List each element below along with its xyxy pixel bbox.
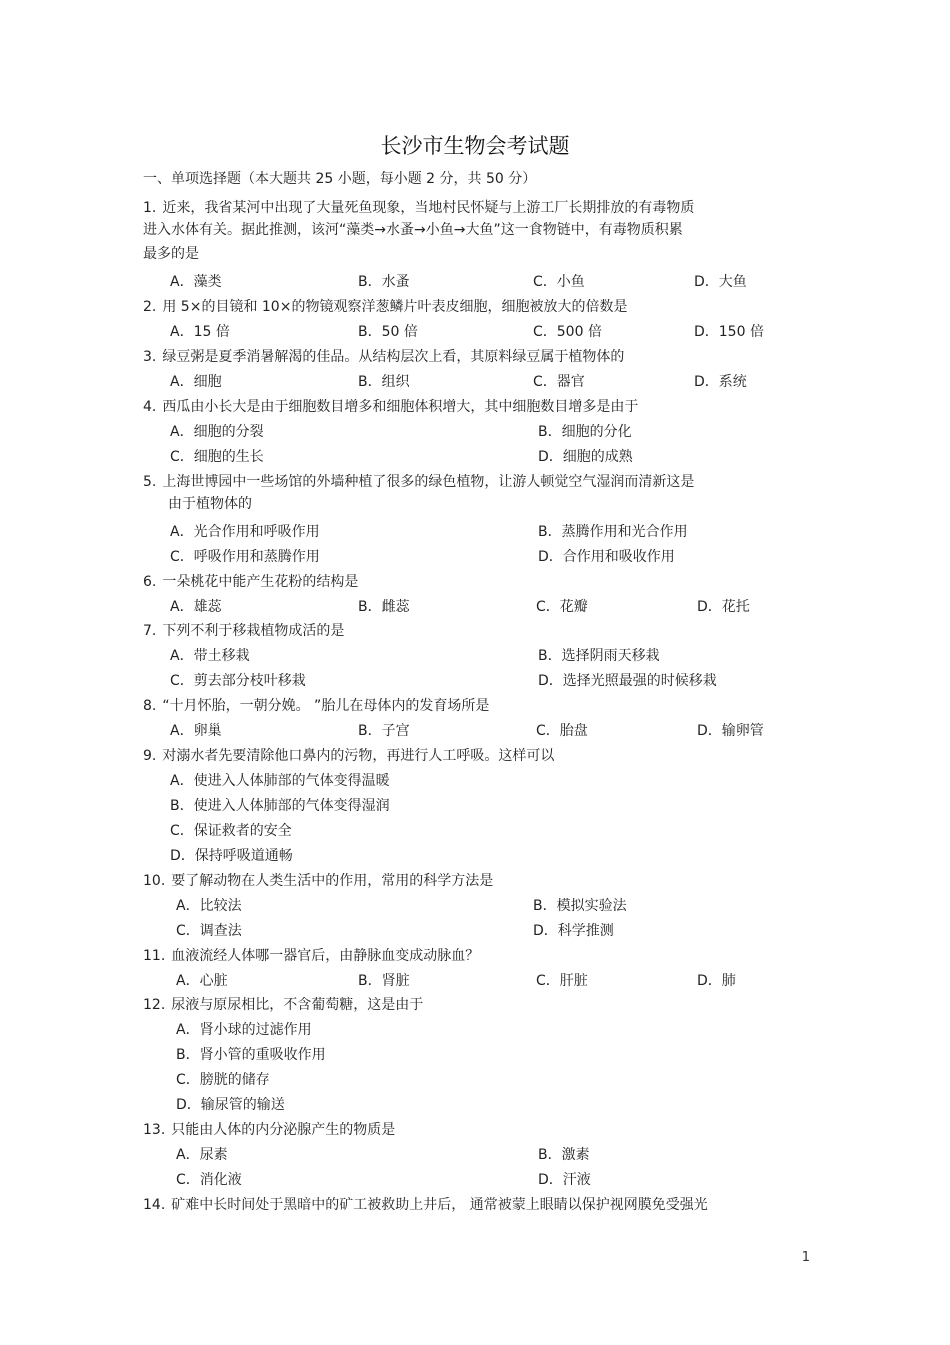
question-number: 13. bbox=[143, 1122, 166, 1138]
question-number: 3. bbox=[143, 349, 157, 365]
option-a: A．雄蕊 bbox=[170, 599, 222, 615]
question-text: 血液流经人体哪一器官后，由静脉血变成动脉血？ bbox=[171, 948, 480, 964]
question-12 bbox=[143, 993, 423, 1017]
question-text: 矿难中长时间处于黑暗中的矿工被救助上井后， 通常被蒙上眼睛以保护视网膜免受强光 bbox=[171, 1197, 708, 1213]
section-heading: 一、单项选择题（本大题共 25 小题，每小题 2 分，共 50 分） bbox=[143, 171, 537, 187]
question-text: 对溺水者先要清除他口鼻内的污物，再进行人工呼吸。这样可以 bbox=[162, 748, 555, 764]
question-7 bbox=[143, 619, 344, 643]
option-b: B．组织 bbox=[358, 374, 410, 390]
question-text: “十月怀胎，一朝分娩。 ”胎儿在母体内的发育场所是 bbox=[162, 698, 490, 714]
question-number: 9. bbox=[143, 748, 157, 764]
option-d: D．大鱼 bbox=[694, 274, 747, 290]
question-5-line-2: 由于植物体的 bbox=[168, 496, 252, 512]
question-text: 西瓜由小长大是由于细胞数目增多和细胞体积增大，其中细胞数目增多是由于 bbox=[162, 399, 639, 415]
question-text: 近来，我省某河中出现了大量死鱼现象，当地村民怀疑与上游工厂长期排放的有毒物质 bbox=[162, 200, 695, 216]
question-6 bbox=[143, 570, 358, 594]
question-text: 一朵桃花中能产生花粉的结构是 bbox=[162, 574, 359, 590]
option-d: D．系统 bbox=[694, 374, 747, 390]
question-13 bbox=[143, 1118, 395, 1142]
option-a: A．带土移栽 bbox=[170, 648, 250, 664]
question-5 bbox=[143, 470, 694, 494]
option-a: A．细胞的分裂 bbox=[170, 424, 264, 440]
question-text: 只能由人体的内分泌腺产生的物质是 bbox=[171, 1122, 396, 1138]
question-2 bbox=[143, 295, 627, 319]
page-number: 1 bbox=[801, 1250, 810, 1265]
option-a: A．卵巢 bbox=[170, 723, 222, 739]
option-d: D．肺 bbox=[697, 973, 736, 989]
question-9 bbox=[143, 744, 554, 768]
option-c: C．剪去部分枝叶移栽 bbox=[170, 673, 306, 689]
question-10 bbox=[143, 869, 493, 893]
question-text: 上海世博园中一些场馆的外墙种植了很多的绿色植物，让游人顿觉空气湿润而清新这是 bbox=[162, 474, 695, 490]
question-text: 用 5×的目镜和 10×的物镜观察洋葱鳞片叶表皮细胞，细胞被放大的倍数是 bbox=[162, 299, 628, 315]
question-8 bbox=[143, 694, 489, 718]
option-d: D．汗液 bbox=[538, 1172, 591, 1188]
option-b: B．雌蕊 bbox=[358, 599, 410, 615]
option-a: A．15 倍 bbox=[170, 324, 230, 340]
question-number: 8. bbox=[143, 698, 157, 714]
option-c: C．器官 bbox=[533, 374, 585, 390]
question-number: 7. bbox=[143, 623, 157, 639]
question-14 bbox=[143, 1193, 708, 1217]
question-4 bbox=[143, 395, 638, 419]
question-number: 2. bbox=[143, 299, 157, 315]
question-number: 10. bbox=[143, 873, 166, 889]
option-b: B．水蚤 bbox=[358, 274, 410, 290]
option-a: A．比较法 bbox=[176, 898, 242, 914]
option-b: B．50 倍 bbox=[358, 324, 418, 340]
option-c: C．500 倍 bbox=[533, 324, 602, 340]
question-3 bbox=[143, 345, 624, 369]
option-d: D．科学推测 bbox=[533, 923, 614, 939]
option-a: A．细胞 bbox=[170, 374, 222, 390]
question-number: 1. bbox=[143, 200, 157, 216]
question-1-line-3: 最多的是 bbox=[143, 246, 199, 262]
option-b: B．使进入人体肺部的气体变得湿润 bbox=[170, 798, 390, 814]
option-a: A．心脏 bbox=[176, 973, 228, 989]
question-text: 下列不利于移栽植物成活的是 bbox=[162, 623, 345, 639]
question-number: 4. bbox=[143, 399, 157, 415]
question-1-line-2: 进入水体有关。据此推测，该河“藻类→水蚤→小鱼→大鱼”这一食物链中，有毒物质积累 bbox=[143, 222, 683, 238]
question-number: 5. bbox=[143, 474, 157, 490]
option-a: A．肾小球的过滤作用 bbox=[176, 1022, 312, 1038]
question-11 bbox=[143, 944, 479, 968]
option-c: C．小鱼 bbox=[533, 274, 585, 290]
option-c: C．呼吸作用和蒸腾作用 bbox=[170, 549, 320, 565]
option-c: C．花瓣 bbox=[536, 599, 588, 615]
question-text: 绿豆粥是夏季消暑解渴的佳品。从结构层次上看，其原料绿豆属于植物体的 bbox=[162, 349, 625, 365]
option-b: B．蒸腾作用和光合作用 bbox=[538, 524, 688, 540]
option-b: B．肾脏 bbox=[358, 973, 410, 989]
option-c: C．胎盘 bbox=[536, 723, 588, 739]
option-b: B．选择阴雨天移栽 bbox=[538, 648, 660, 664]
option-a: A．使进入人体肺部的气体变得温暖 bbox=[170, 773, 390, 789]
option-d: D．选择光照最强的时候移栽 bbox=[538, 673, 717, 689]
option-d: D．花托 bbox=[697, 599, 750, 615]
option-c: C．消化液 bbox=[176, 1172, 242, 1188]
option-a: A．尿素 bbox=[176, 1147, 228, 1163]
option-c: C．调查法 bbox=[176, 923, 242, 939]
question-text: 要了解动物在人类生活中的作用，常用的科学方法是 bbox=[171, 873, 494, 889]
question-number: 14. bbox=[143, 1197, 166, 1213]
question-number: 11. bbox=[143, 948, 166, 964]
option-d: D．合作用和吸收作用 bbox=[538, 549, 675, 565]
option-c: C．肝脏 bbox=[536, 973, 588, 989]
option-b: B．细胞的分化 bbox=[538, 424, 632, 440]
option-b: B．肾小管的重吸收作用 bbox=[176, 1047, 326, 1063]
option-d: D．150 倍 bbox=[694, 324, 764, 340]
question-number: 12. bbox=[143, 997, 166, 1013]
option-d: D．输尿管的输送 bbox=[176, 1097, 285, 1113]
question-text: 尿液与原尿相比，不含葡萄糖，这是由于 bbox=[171, 997, 424, 1013]
option-c: C．细胞的生长 bbox=[170, 449, 264, 465]
option-d: D．细胞的成熟 bbox=[538, 449, 633, 465]
option-d: D．输卵管 bbox=[697, 723, 764, 739]
question-number: 6. bbox=[143, 574, 157, 590]
question-1 bbox=[143, 196, 694, 220]
option-a: A．光合作用和呼吸作用 bbox=[170, 524, 320, 540]
option-c: C．保证救者的安全 bbox=[170, 823, 292, 839]
option-b: B．模拟实验法 bbox=[533, 898, 627, 914]
option-a: A．藻类 bbox=[170, 274, 222, 290]
page-title: 长沙市生物会考试题 bbox=[380, 134, 570, 158]
option-d: D．保持呼吸道通畅 bbox=[170, 848, 293, 864]
option-b: B．激素 bbox=[538, 1147, 590, 1163]
option-b: B．子宫 bbox=[358, 723, 410, 739]
option-c: C．膀胱的储存 bbox=[176, 1072, 270, 1088]
